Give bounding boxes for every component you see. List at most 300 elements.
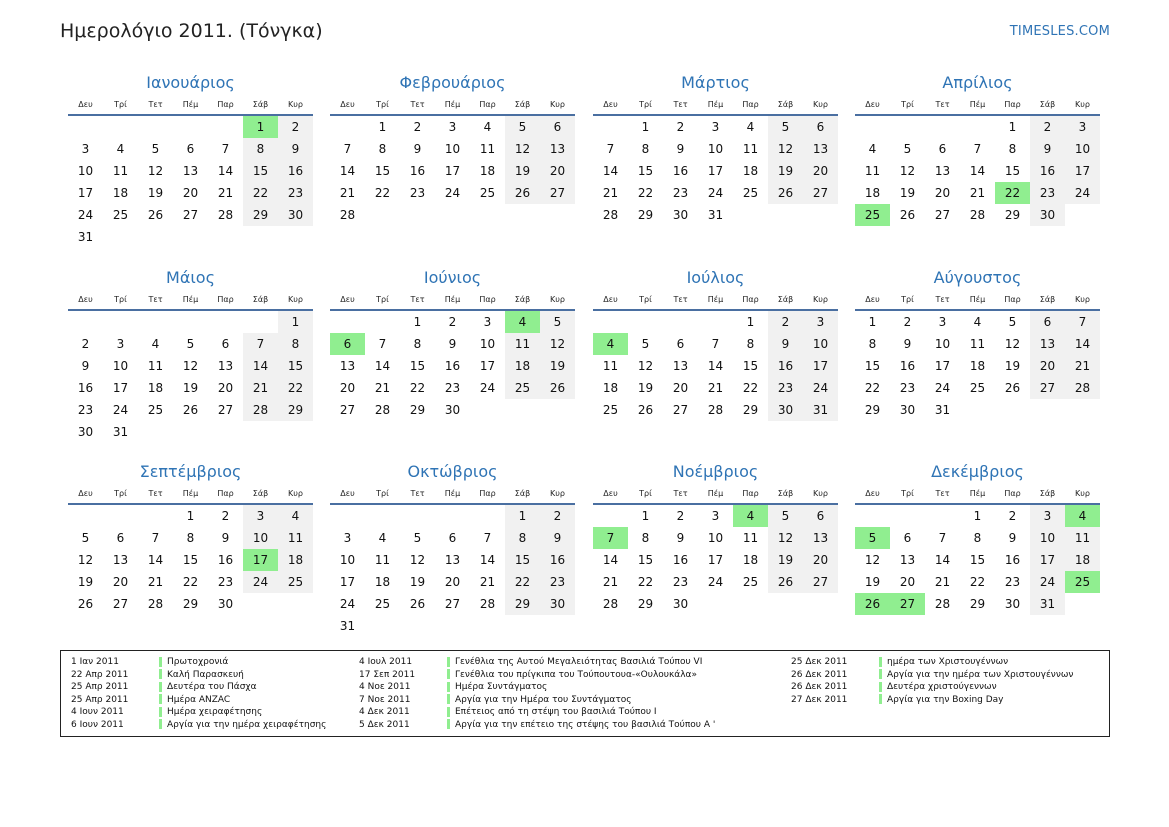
day-cell: 3	[483, 315, 492, 329]
empty-cell	[330, 116, 365, 138]
legend-column	[71, 656, 326, 731]
day-cell: 22	[278, 377, 313, 399]
day-cell: 23	[77, 403, 94, 417]
day-cell: 25	[855, 204, 890, 226]
day-cell: 11	[112, 164, 129, 178]
weekday-label: Τρί	[639, 295, 652, 304]
day-cell: 7	[1065, 311, 1100, 333]
day-cell: 26	[182, 403, 199, 417]
day-cell: 1	[746, 315, 755, 329]
day-cell: 17	[707, 164, 724, 178]
day-cell: 11	[742, 142, 759, 156]
holiday-marker	[159, 669, 162, 679]
day-cell: 28	[934, 597, 951, 611]
weekday-label: Σάβ	[777, 489, 794, 498]
day-cell: 29	[742, 403, 759, 417]
day-cell: 19	[768, 160, 803, 182]
month-name: Φεβρουάριος	[399, 73, 506, 92]
day-cell: 28	[969, 208, 986, 222]
legend-row	[791, 669, 1073, 682]
day-cell: 24	[803, 377, 838, 399]
day-cell: 13	[803, 138, 838, 160]
day-cell: 22	[864, 381, 881, 395]
holiday-name: Πρωτοχρονιά	[167, 657, 229, 667]
legend-row	[791, 656, 1073, 669]
day-grid	[330, 311, 575, 421]
holiday-date: 5 Δεκ 2011	[359, 719, 410, 730]
day-cell: 25	[969, 381, 986, 395]
day-cell: 26	[768, 571, 803, 593]
day-cell: 29	[864, 403, 881, 417]
day-cell: 20	[182, 186, 199, 200]
weekday-label: Σάβ	[252, 295, 269, 304]
empty-cell	[400, 505, 435, 527]
day-cell: 2	[540, 505, 575, 527]
weekday-label: Κυρ	[550, 295, 565, 304]
empty-cell	[68, 116, 103, 138]
weekday-label: Παρ	[742, 100, 759, 109]
day-grid	[330, 505, 575, 637]
day-cell: 5	[151, 142, 160, 156]
holiday-legend	[60, 650, 1110, 737]
day-cell: 2	[1008, 509, 1017, 523]
holiday-date: 4 Δεκ 2011	[359, 707, 410, 717]
day-cell: 1	[505, 505, 540, 527]
day-cell: 24	[1065, 182, 1100, 204]
day-cell: 11	[742, 531, 759, 545]
holiday-date: 25 Απρ 2011	[71, 682, 129, 692]
day-cell: 10	[707, 142, 724, 156]
day-cell: 18	[112, 186, 129, 200]
day-cell: 2	[676, 509, 685, 523]
day-cell: 13	[899, 553, 916, 567]
weekday-label: Τρί	[114, 295, 127, 304]
weekday-label: Δευ	[603, 295, 618, 304]
day-cell: 14	[147, 553, 164, 567]
weekday-label: Δευ	[340, 489, 355, 498]
month-block	[593, 461, 838, 615]
holiday-marker	[447, 707, 450, 717]
day-cell: 19	[505, 160, 540, 182]
day-cell: 26	[77, 597, 94, 611]
day-cell: 7	[711, 337, 720, 351]
day-cell: 18	[742, 553, 759, 567]
legend-column	[359, 656, 715, 731]
weekday-label: Τετ	[410, 100, 425, 109]
day-cell: 5	[413, 531, 422, 545]
day-cell: 22	[969, 575, 986, 589]
month-block	[68, 267, 313, 443]
empty-cell	[365, 311, 400, 333]
day-cell: 13	[934, 164, 951, 178]
day-cell: 26	[637, 403, 654, 417]
day-cell: 27	[540, 182, 575, 204]
day-cell: 4	[733, 505, 768, 527]
day-cell: 6	[903, 531, 912, 545]
day-cell: 4	[868, 142, 877, 156]
weekday-label: Σάβ	[1039, 489, 1056, 498]
day-cell: 1	[243, 116, 278, 138]
day-cell: 16	[77, 381, 94, 395]
day-cell: 12	[899, 164, 916, 178]
day-cell: 24	[444, 186, 461, 200]
empty-cell	[593, 311, 628, 333]
weekday-label: Κυρ	[550, 100, 565, 109]
day-cell: 18	[602, 381, 619, 395]
day-cell: 14	[969, 164, 986, 178]
weekday-header	[330, 96, 575, 116]
day-cell: 12	[1004, 337, 1021, 351]
holiday-date: 25 Δεκ 2011	[791, 657, 848, 667]
day-cell: 31	[934, 403, 951, 417]
day-cell: 17	[707, 553, 724, 567]
day-cell: 3	[803, 311, 838, 333]
holiday-name: Δευτέρα του Πάσχα	[167, 682, 257, 692]
month-name: Δεκέμβριος	[931, 462, 1024, 481]
day-cell: 20	[339, 381, 356, 395]
day-cell: 29	[505, 593, 540, 615]
day-cell: 18	[969, 359, 986, 373]
day-cell: 23	[1030, 182, 1065, 204]
day-cell: 9	[540, 527, 575, 549]
empty-cell	[173, 116, 208, 138]
empty-cell	[138, 116, 173, 138]
day-cell: 27	[934, 208, 951, 222]
day-cell: 2	[278, 116, 313, 138]
day-cell: 16	[444, 359, 461, 373]
day-cell: 30	[77, 425, 94, 439]
day-cell: 28	[707, 403, 724, 417]
day-cell: 25	[1065, 571, 1100, 593]
day-cell: 2	[413, 120, 422, 134]
day-cell: 5	[768, 116, 803, 138]
day-cell: 23	[217, 575, 234, 589]
day-cell: 2	[903, 315, 912, 329]
day-cell: 8	[1008, 142, 1017, 156]
month-block	[593, 267, 838, 421]
day-cell: 18	[864, 186, 881, 200]
holiday-date: 27 Δεκ 2011	[791, 694, 848, 705]
day-cell: 22	[637, 186, 654, 200]
day-cell: 30	[1004, 597, 1021, 611]
legend-row	[359, 681, 715, 694]
holiday-name: Καλή Παρασκευή	[167, 669, 244, 680]
day-cell: 22	[182, 575, 199, 589]
day-cell: 13	[1030, 333, 1065, 355]
weekday-label: Τετ	[673, 489, 688, 498]
day-cell: 3	[1065, 116, 1100, 138]
weekday-header	[68, 291, 313, 311]
day-cell: 13	[217, 359, 234, 373]
month-name: Αύγουστος	[933, 268, 1022, 287]
day-cell: 11	[864, 164, 881, 178]
day-cell: 18	[1065, 549, 1100, 571]
day-cell: 15	[505, 549, 540, 571]
weekday-label: Τετ	[935, 489, 950, 498]
day-cell: 28	[147, 597, 164, 611]
day-cell: 18	[147, 381, 164, 395]
day-cell: 15	[243, 160, 278, 182]
empty-cell	[330, 311, 365, 333]
day-cell: 6	[676, 337, 685, 351]
empty-cell	[593, 116, 628, 138]
day-cell: 25	[374, 597, 391, 611]
day-cell: 10	[934, 337, 951, 351]
day-cell: 8	[278, 333, 313, 355]
day-cell: 23	[899, 381, 916, 395]
day-cell: 12	[864, 553, 881, 567]
holiday-marker	[447, 682, 450, 692]
day-cell: 16	[1030, 160, 1065, 182]
day-cell: 17	[479, 359, 496, 373]
day-cell: 23	[409, 186, 426, 200]
empty-cell	[138, 505, 173, 527]
day-cell: 28	[479, 597, 496, 611]
legend-row	[359, 719, 715, 732]
day-cell: 9	[448, 337, 457, 351]
weekday-label: Πέμ	[444, 100, 461, 109]
holiday-name: Αργία για την ημέρα χειραφέτησης	[167, 719, 327, 730]
day-cell: 23	[1004, 575, 1021, 589]
day-cell: 27	[803, 571, 838, 593]
day-cell: 7	[593, 527, 628, 549]
holiday-marker	[159, 719, 162, 729]
day-cell: 19	[899, 186, 916, 200]
holiday-name: Ημέρα χειραφέτησης	[167, 707, 263, 717]
weekday-label: Παρ	[1004, 489, 1021, 498]
day-cell: 7	[606, 142, 615, 156]
day-cell: 25	[147, 403, 164, 417]
weekday-label: Σάβ	[777, 100, 794, 109]
day-grid	[855, 311, 1100, 421]
day-cell: 1	[413, 315, 422, 329]
day-cell: 29	[1004, 208, 1021, 222]
day-cell: 12	[77, 553, 94, 567]
day-cell: 7	[938, 531, 947, 545]
month-name: Σεπτέμβριος	[139, 462, 242, 481]
weekday-label: Τετ	[410, 295, 425, 304]
empty-cell	[173, 311, 208, 333]
holiday-marker	[159, 682, 162, 692]
empty-cell	[103, 311, 138, 333]
month-block	[330, 267, 575, 421]
day-cell: 30	[672, 208, 689, 222]
day-cell: 21	[243, 377, 278, 399]
day-cell: 16	[672, 164, 689, 178]
day-cell: 12	[540, 333, 575, 355]
holiday-marker	[879, 682, 882, 692]
day-cell: 16	[899, 359, 916, 373]
day-grid	[593, 505, 838, 615]
weekday-label: Τετ	[935, 295, 950, 304]
day-cell: 8	[641, 142, 650, 156]
day-cell: 24	[1030, 571, 1065, 593]
day-cell: 2	[676, 120, 685, 134]
weekday-label: Τρί	[114, 100, 127, 109]
day-cell: 17	[243, 549, 278, 571]
weekday-label: Σάβ	[252, 100, 269, 109]
day-cell: 5	[903, 142, 912, 156]
legend-row	[359, 656, 715, 669]
day-cell: 3	[448, 120, 457, 134]
day-cell: 4	[973, 315, 982, 329]
day-cell: 8	[378, 142, 387, 156]
day-grid	[330, 116, 575, 226]
day-cell: 8	[186, 531, 195, 545]
day-grid	[855, 116, 1100, 226]
day-cell: 6	[938, 142, 947, 156]
day-cell: 27	[339, 403, 356, 417]
empty-cell	[330, 505, 365, 527]
day-cell: 6	[330, 333, 365, 355]
day-grid	[593, 116, 838, 226]
day-cell: 2	[1030, 116, 1065, 138]
day-cell: 15	[374, 164, 391, 178]
day-cell: 19	[77, 575, 94, 589]
weekday-label: Παρ	[479, 295, 496, 304]
empty-cell	[435, 505, 470, 527]
weekday-label: Σάβ	[514, 489, 531, 498]
day-cell: 25	[112, 208, 129, 222]
legend-row	[71, 656, 326, 669]
holiday-name: Αργία για την ημέρα των Χριστουγέννων	[887, 669, 1074, 680]
day-cell: 2	[448, 315, 457, 329]
day-cell: 14	[1065, 333, 1100, 355]
day-cell: 16	[540, 549, 575, 571]
day-cell: 8	[641, 531, 650, 545]
day-cell: 31	[77, 230, 94, 244]
day-cell: 21	[479, 575, 496, 589]
day-cell: 27	[112, 597, 129, 611]
day-cell: 21	[339, 186, 356, 200]
day-cell: 12	[182, 359, 199, 373]
weekday-label: Τετ	[935, 100, 950, 109]
day-cell: 4	[746, 120, 755, 134]
day-cell: 22	[374, 186, 391, 200]
day-grid	[68, 311, 313, 443]
day-cell: 17	[1030, 549, 1065, 571]
day-cell: 20	[112, 575, 129, 589]
empty-cell	[243, 311, 278, 333]
day-cell: 30	[768, 399, 803, 421]
holiday-marker	[159, 707, 162, 717]
day-cell: 12	[768, 138, 803, 160]
day-cell: 31	[1030, 593, 1065, 615]
month-name: Ιούλιος	[686, 268, 745, 287]
weekday-label: Δευ	[340, 100, 355, 109]
holiday-marker	[447, 719, 450, 729]
holiday-name: Ημέρα Συντάγματος	[455, 682, 548, 692]
holiday-name: Επέτειος από τη στέψη του βασιλιά Τούπου I	[455, 707, 657, 717]
brand-link[interactable]: TIMESLES.COM	[1009, 24, 1110, 39]
day-cell: 27	[803, 182, 838, 204]
holiday-marker	[159, 657, 162, 667]
day-cell: 14	[602, 164, 619, 178]
day-cell: 7	[973, 142, 982, 156]
legend-row	[359, 694, 715, 707]
day-cell: 26	[409, 597, 426, 611]
empty-cell	[103, 116, 138, 138]
day-cell: 7	[483, 531, 492, 545]
day-cell: 30	[1030, 204, 1065, 226]
day-cell: 18	[374, 575, 391, 589]
day-cell: 23	[444, 381, 461, 395]
weekday-header	[855, 96, 1100, 116]
holiday-marker	[447, 669, 450, 679]
weekday-label: Δευ	[78, 295, 93, 304]
day-cell: 11	[969, 337, 986, 351]
day-cell: 9	[768, 333, 803, 355]
holiday-marker	[159, 694, 162, 704]
weekday-label: Τρί	[376, 100, 389, 109]
day-cell: 15	[864, 359, 881, 373]
weekday-label: Πέμ	[707, 100, 724, 109]
day-cell: 14	[339, 164, 356, 178]
empty-cell	[208, 116, 243, 138]
day-cell: 6	[1030, 311, 1065, 333]
empty-cell	[365, 505, 400, 527]
weekday-label: Σάβ	[777, 295, 794, 304]
day-cell: 26	[505, 182, 540, 204]
day-cell: 30	[444, 403, 461, 417]
day-cell: 6	[448, 531, 457, 545]
day-cell: 28	[602, 597, 619, 611]
day-cell: 1	[641, 509, 650, 523]
holiday-date: 4 Νοε 2011	[359, 682, 411, 692]
day-cell: 17	[1065, 160, 1100, 182]
day-cell: 11	[505, 333, 540, 355]
holiday-name: Ημέρα ANZAC	[167, 694, 231, 705]
day-cell: 4	[483, 120, 492, 134]
day-cell: 6	[803, 505, 838, 527]
day-cell: 17	[934, 359, 951, 373]
month-name: Απρίλιος	[942, 73, 1013, 92]
day-cell: 22	[637, 575, 654, 589]
day-cell: 24	[112, 403, 129, 417]
day-cell: 15	[969, 553, 986, 567]
holiday-name: ημέρα των Χριστουγέννων	[887, 657, 1009, 667]
month-block	[855, 72, 1100, 226]
day-cell: 11	[479, 142, 496, 156]
day-cell: 18	[278, 549, 313, 571]
weekday-label: Πέμ	[182, 100, 199, 109]
month-block	[855, 461, 1100, 615]
holiday-marker	[879, 669, 882, 679]
day-cell: 16	[672, 553, 689, 567]
weekday-label: Σάβ	[514, 295, 531, 304]
day-cell: 10	[1030, 527, 1065, 549]
empty-cell	[855, 505, 890, 527]
empty-cell	[698, 311, 733, 333]
day-cell: 7	[221, 142, 230, 156]
holiday-date: 6 Ιουν 2011	[71, 719, 124, 730]
empty-cell	[68, 311, 103, 333]
month-name: Οκτώβριος	[407, 462, 498, 481]
day-cell: 15	[278, 355, 313, 377]
day-cell: 8	[868, 337, 877, 351]
day-cell: 24	[479, 381, 496, 395]
weekday-label: Τετ	[673, 100, 688, 109]
day-cell: 6	[540, 116, 575, 138]
weekday-header	[330, 485, 575, 505]
weekday-label: Δευ	[603, 489, 618, 498]
weekday-label: Τρί	[901, 100, 914, 109]
month-name: Μάιος	[166, 268, 215, 287]
day-cell: 30	[899, 403, 916, 417]
holiday-date: 25 Απρ 2011	[71, 694, 129, 705]
day-cell: 28	[602, 208, 619, 222]
day-cell: 15	[1004, 164, 1021, 178]
